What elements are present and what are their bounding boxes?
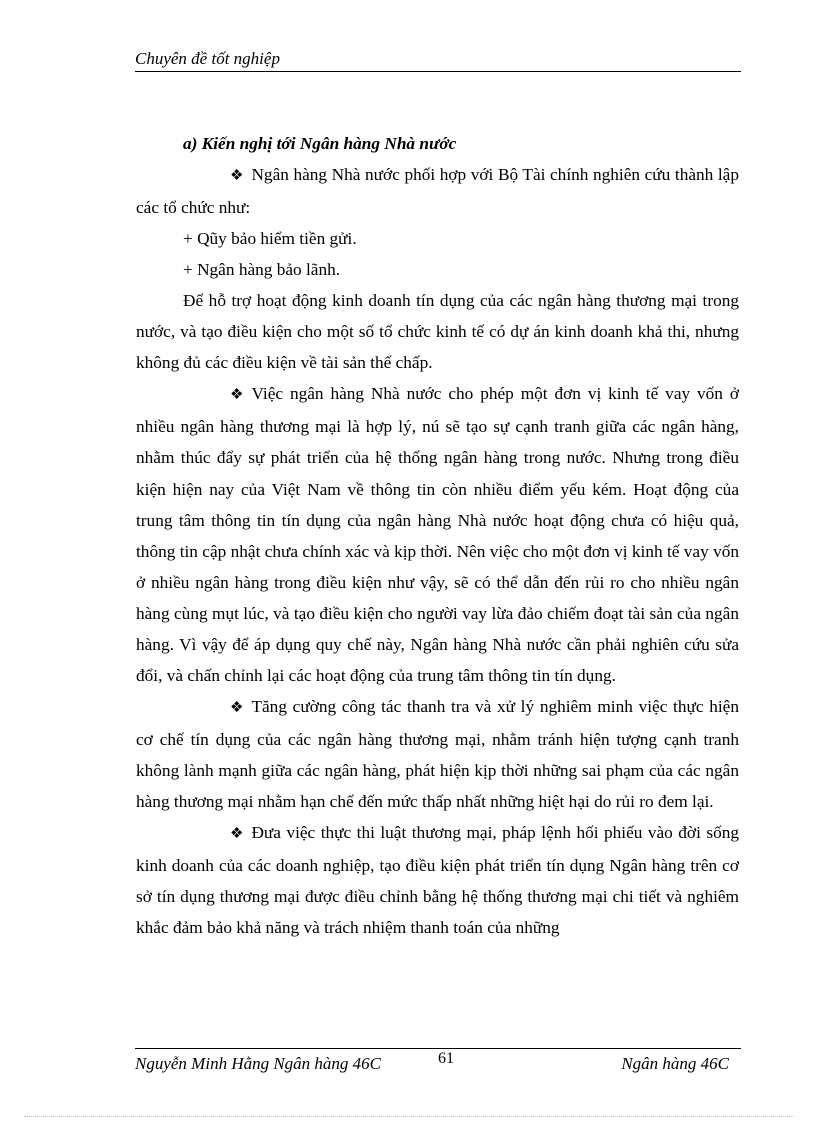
paragraph-4-text: Đưa việc thực thi luật thương mại, pháp lệnh hối phiếu vào đời sống kinh doanh của các doanh nghiệp, tạo điều kiện phát triển tín dụng Ngân hàng trên cơ sở tín dụng thương mại được điều chỉnh bằng hệ thống thương mại chi tiết và nghiêm khắc đảm bảo khả năng và trách nhiệm thanh toán của những [136,823,739,938]
page-number: 61 [438,1050,454,1067]
four-diamond-bullet-icon: ❖ [230,168,244,185]
page-edge-divider [24,1116,794,1117]
section-heading: a) Kiến nghị tới Ngân hàng Nhà nước [183,134,457,153]
page-header [135,48,741,72]
paragraph-1-text: Ngân hàng Nhà nước phối hợp với Bộ Tài chính nghiên cứu thành lập các tổ chức như: [136,165,739,218]
paragraph-3-text: Tăng cường công tác thanh tra và xử lý nghiêm minh việc thực hiện cơ chế tín dụng của các ngân hàng thương mại, nhằm tránh hiện tượng cạnh tranh không lành mạnh giữa các ngân hàng, phát hiện kịp thời những sai phạm của các ngân hàng thương mại nhằm hạn chế đến mức thấp nhất những hiệt hại do rủi ro đem lại. [136,696,739,811]
paragraph-4 [136,817,739,943]
paragraph-2 [136,378,739,690]
list-item-guarantee-bank: + Ngân hàng bảo lãnh. [183,260,341,280]
footer-author: Nguyễn Minh Hằng Ngân hàng 46C [135,1054,382,1073]
four-diamond-bullet-icon: ❖ [230,699,244,716]
paragraph-support: Để hỗ trợ hoạt động kinh doanh tín dụng của các ngân hàng thương mại trong nước, và tạo điều kiện cho một số tổ chức kinh tế có dự án kinh doanh khả thi, nhưng không đủ các điều kiện về tài sản thế chấp. [136,291,739,373]
paragraph-1 [136,159,739,223]
header-title: Chuyên đề tốt nghiệp [135,49,280,68]
page-footer [135,1048,741,1079]
four-diamond-bullet-icon: ❖ [230,826,244,843]
paragraph-3 [136,691,739,817]
list-item-insurance-fund: + Qũy bảo hiểm tiền gửi. [183,229,357,249]
four-diamond-bullet-icon: ❖ [230,387,244,404]
paragraph-2-text: Việc ngân hàng Nhà nước cho phép một đơn vị kinh tế vay vốn ở nhiều ngân hàng thương mại là hợp lý, nú sẽ tạo sự cạnh tranh giữa các ngân hàng, nhằm thúc đẩy sự phát triển của hệ thống ngân hàng trong nước. Nhưng trong điều kiện hiện nay của Việt Nam về thông tin còn nhiều điểm yếu kém. Hoạt động của trung tâm thông tin tín dụng của ngân hàng Nhà nước hoạt động chưa có hiệu quả, thông tin cập nhật chưa chính xác và kịp thời. Nên việc cho một đơn vị kinh tế vay vốn ở nhiều ngân hàng trong điều kiện như vậy, sẽ có thể dẫn đến rủi ro cho nhiều ngân hàng cùng mụt lúc, và tạo điều kiện cho người vay lừa đảo chiếm đoạt tài sản của ngân hàng. Vì vậy để áp dụng quy chế này, Ngân hàng Nhà nước cần phải nghiên cứu sửa đổi, và chấn chỉnh lại các hoạt động của trung tâm thông tin tín dụng. [136,384,739,685]
footer-class: Ngân hàng 46C [621,1054,729,1073]
document-body [136,128,739,943]
